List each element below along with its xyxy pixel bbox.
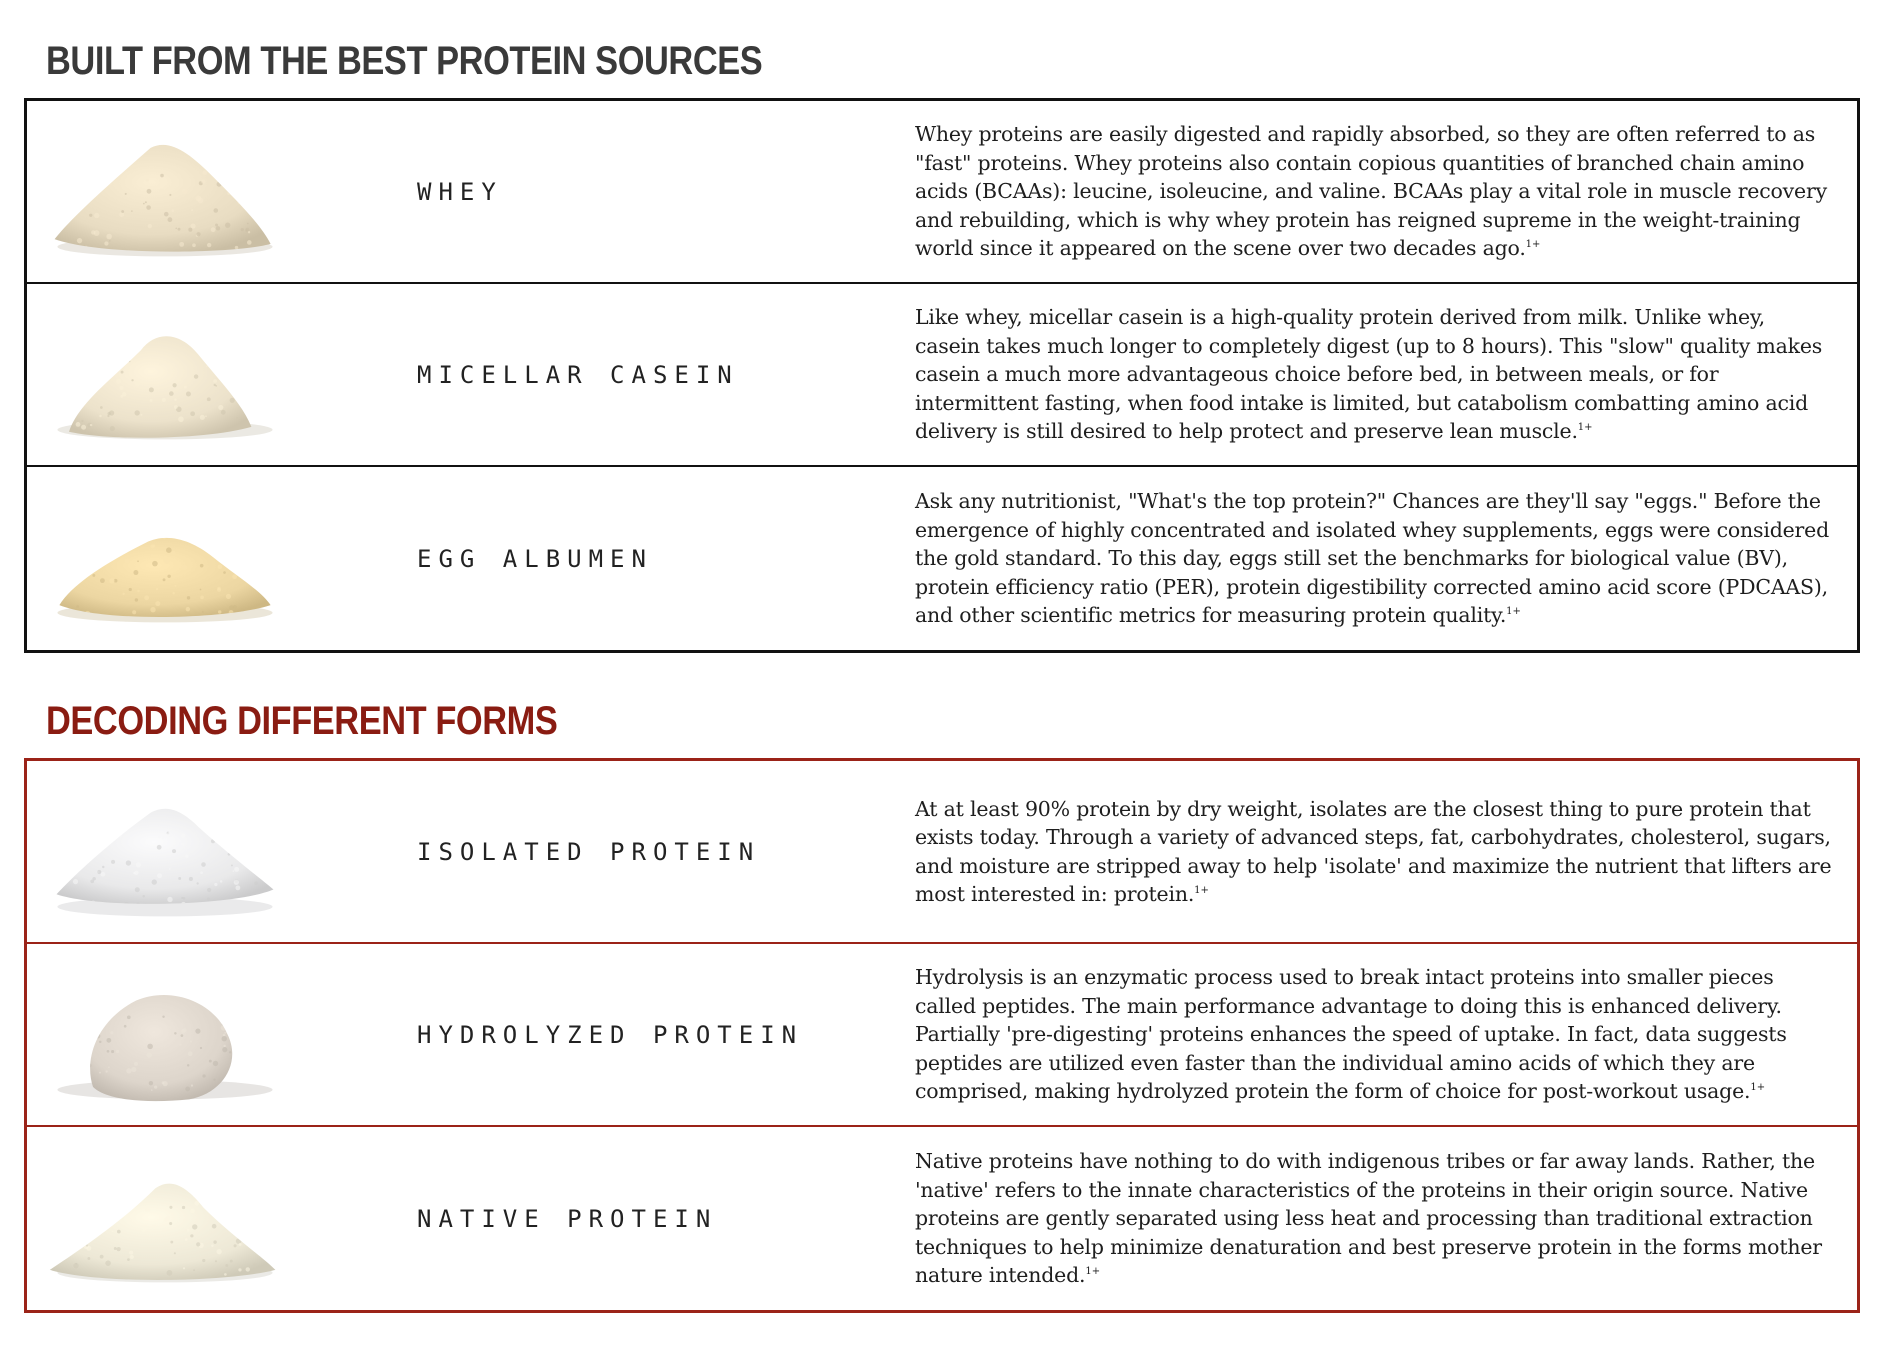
footnote-mark: 1+ <box>1506 606 1521 618</box>
protein-sources-title: BUILT FROM THE BEST PROTEIN SOURCES <box>46 39 763 83</box>
footnote-mark: 1+ <box>1194 885 1209 897</box>
row-label: MICELLAR CASEIN <box>417 360 739 389</box>
table-row <box>27 101 1857 284</box>
protein-sources-table <box>24 98 1860 653</box>
row-label: EGG ALBUMEN <box>417 544 653 573</box>
row-label: ISOLATED PROTEIN <box>417 837 761 866</box>
row-description: At at least 90% protein by dry weight, isolates are the closest thing to pure protein that exists today. Through a variety of advanced steps, fat, carbohydrates, cholesterol, sugars, and moisture are stripped away to help 'isolate' and maximize the nutrient that lifters are most interested in: protein.$^{1+}$ <box>915 796 1832 906</box>
row-label: HYDROLYZED PROTEIN <box>417 1020 804 1049</box>
row-description: Native proteins have nothing to do with indigenous tribes or far away lands. Rather, the 'native' refers to the innate characteristics of the proteins in their origin source. Native proteins are gently separated using less heat and processing than traditional extraction techniques to help minimize denaturation and best preserve protein in the forms mother nature intended.$^{1+}$ <box>915 1149 1822 1288</box>
protein-forms-table <box>24 758 1860 1313</box>
casein-powder-icon <box>45 304 285 449</box>
footnote-mark: 1+ <box>1577 422 1593 434</box>
table-row <box>27 467 1857 650</box>
row-description: Hydrolysis is an enzymatic process used to break intact proteins into smaller pieces called peptides. The main performance advantage to doing this is enhanced delivery. Partially 'pre-digesting' proteins enhances the speed of uptake. In fact, data suggests peptides are utilized even faster than the individual amino acids of which they are comprised, making hydrolyzed protein the form of choice for post-workout usage.$^{1+}$ <box>915 965 1787 1104</box>
row-label: NATIVE PROTEIN <box>417 1204 718 1233</box>
native-powder-icon <box>45 1147 285 1292</box>
table-row <box>27 761 1857 944</box>
row-label: WHEY <box>417 177 503 206</box>
row-description: Whey proteins are easily digested and rapidly absorbed, so they are often referred to as "fast" proteins. Whey proteins also contain copious quantities of branched chain amino acids (BCAAs): leucine, isoleucine, and valine. BCAAs play a vital role in muscle recovery and rebuilding, which is why whey protein has reigned supreme in the weight-training world since it appeared on the scene over two decades ago.$^{1+}$ <box>915 122 1827 261</box>
table-row <box>27 944 1857 1127</box>
protein-sources-section <box>24 36 1860 653</box>
hydrolyzed-powder-icon <box>45 964 285 1109</box>
isolated-powder-icon <box>45 781 285 926</box>
protein-forms-section <box>24 696 1860 1313</box>
footnote-mark: 1+ <box>1525 239 1541 251</box>
table-row <box>27 1127 1857 1310</box>
protein-forms-title: DECODING DIFFERENT FORMS <box>46 699 558 743</box>
table-row <box>27 284 1857 467</box>
footnote-mark: 1+ <box>1750 1082 1766 1094</box>
egg-albumen-powder-icon <box>45 487 285 632</box>
row-description: Like whey, micellar casein is a high-quality protein derived from milk. Unlike whey, casein takes much longer to completely digest (up to 8 hours). This "slow" quality makes casein a much more advantageous choice before bed, in between meals, or for intermittent fasting, when food intake is limited, but catabolism combatting amino acid delivery is still desired to help protect and preserve lean muscle.$^{1+}$ <box>915 305 1823 444</box>
footnote-mark: 1+ <box>1085 1266 1101 1278</box>
whey-powder-icon <box>45 121 285 266</box>
row-description: Ask any nutritionist, "What's the top protein?" Chances are they'll say "eggs." Before the emergence of highly concentrated and isolated whey supplements, eggs were considered the gold standard. To this day, eggs still set the benchmarks for biological value (BV), protein efficiency ratio (PER), protein digestibility corrected amino acid score (PDCAAS), and other scientific metrics for measuring protein quality.$^{1+}$ <box>915 489 1830 628</box>
